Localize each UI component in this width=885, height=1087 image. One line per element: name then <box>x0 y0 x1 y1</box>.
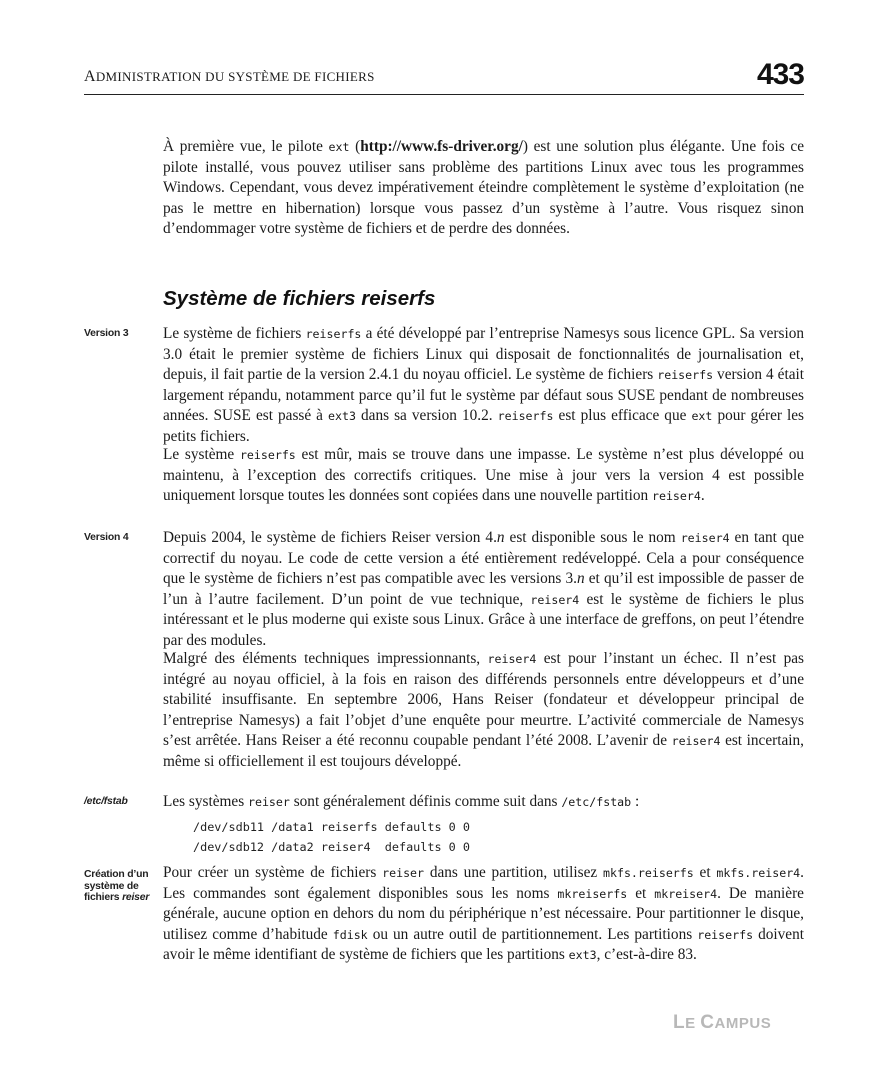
paragraph <box>163 792 804 813</box>
text-run: doivent avoir le même identifiant de système de fichiers que les partitions <box>163 925 804 964</box>
intro-paragraph <box>163 137 804 240</box>
chapter-title <box>84 68 375 86</box>
margin-note-creation-line2: système de <box>84 880 139 892</box>
text-run: et qu’il est impossible de passer de l’un à l’autre facilement. D’un point de vue technique, <box>163 570 804 608</box>
text-run: et <box>627 884 655 902</box>
text-run: est disponible sous le nom <box>504 529 681 546</box>
code-etc-fstab: /etc/fstab <box>561 795 632 809</box>
intro-paragraph-block <box>163 137 804 240</box>
chapter-title-rest: DMINISTRATION DU SYSTÈME DE FICHIERS <box>95 69 375 84</box>
italic-n: n <box>496 529 505 546</box>
paragraph-version3 <box>163 324 804 448</box>
code-reiserfs: reiserfs <box>305 327 362 341</box>
code-reiserfs: reiserfs <box>697 927 754 942</box>
text-run: est mûr, mais se trouve dans une impasse. Le système n’est plus développé ou maintenu, à l’exception des correctifs critiques. Une mise à jour vers la version 4 est possible uniquement lorsque toutes les données sont copiées dans une nouvelle partition <box>163 446 804 505</box>
code-reiser: reiser <box>247 795 290 809</box>
code-mkfs-reiser4: mkfs.reiser4 <box>716 866 801 880</box>
text-run: : <box>631 793 640 810</box>
text-run: est plus efficace que <box>553 407 692 425</box>
code-mkreiser4: mkreiser4 <box>654 886 718 901</box>
code-block-fstab <box>193 818 470 857</box>
text-run: . <box>700 487 705 505</box>
text-run: sont généralement définis comme suit dans <box>289 793 562 810</box>
code-fdisk: fdisk <box>332 927 368 942</box>
logo-letter: E <box>685 1015 701 1032</box>
logo-letter: C <box>700 1012 715 1033</box>
margin-note-creation-line1: Création d’un <box>84 869 149 880</box>
paragraph-version4 <box>163 528 804 652</box>
text-run: a été développé par l’entreprise Namesys sous licence GPL. Sa version 3.0 était le premier système de fichiers Linux qui disposait de fonctionnalités de journalisation et, depuis, il fait partie de la version 2.4.1 du noyau officiel. Le système de fichiers <box>163 325 804 384</box>
code-mkfs-reiserfs: mkfs.reiserfs <box>603 866 694 880</box>
code-reiser4: reiser4 <box>671 734 721 749</box>
text-run: pour gérer les petits fichiers. <box>163 407 805 445</box>
paragraph <box>163 649 804 773</box>
paragraph-reiserfs-status <box>163 445 804 507</box>
margin-note-fstab: /etc/fstab <box>84 796 128 807</box>
text-run: est pour l’instant un échec. Il n’est pas intégré au noyau officiel, à la fois en raison des différends personnels entre développeurs et d’une stabilité insuffisante. En septembre 2006, Hans Reiser (fondateur et développeur principal de l’entreprise Namesys) a fait l’objet d’une enquête pour meurtre. L’activité commerciale de Namesys s’est arrêtée. Hans Reiser a été reconnu coupable pendant l’été 2008. L’avenir de <box>163 650 805 750</box>
paragraph <box>163 863 804 966</box>
code-reiser: reiser <box>382 866 425 880</box>
margin-note-creation-emphasis: reiser <box>122 892 150 903</box>
section-heading-emphasis: reiserfs <box>361 287 436 310</box>
code-reiser4: reiser4 <box>651 489 701 504</box>
publisher-logo <box>673 1012 771 1034</box>
code-ext: ext <box>691 409 713 424</box>
paragraph-creation <box>163 863 804 966</box>
text-run: ) est une solution plus élégante. Une fois ce pilote installé, vous pouvez utiliser sans problème des partitions Linux avec tous les programmes Windows. Cependant, vous devez impérativement éteindre complètement le système d’exploitation (ne pas le mettre en hibernation) lorsque vous passez d’un système à l’autre. Vous risquez sinon d’endommager votre système de fichiers et de perdre des données. <box>163 138 804 238</box>
code-ext3: ext3 <box>568 948 597 963</box>
text-run: version 4 était largement répandu, notamment parce qu’il fut le système par défaut sous SUSE pendant de nombreuses années. SUSE est passé à <box>163 366 804 425</box>
paragraph-reiser4-status <box>163 649 804 773</box>
text-run: dans sa version 10.2. <box>355 407 498 425</box>
text-run: À première vue, le pilote <box>163 138 329 155</box>
margin-note-version3: Version 3 <box>84 328 129 339</box>
logo-letter: AMPUS <box>714 1015 772 1032</box>
text-run: ( <box>349 138 361 155</box>
text-run: . Les commandes sont également disponibles sous les noms <box>163 864 804 902</box>
margin-note-version4: Version 4 <box>84 532 129 543</box>
paragraph <box>163 528 804 652</box>
text-run: Le système <box>163 446 240 463</box>
paragraph-fstab <box>163 792 804 813</box>
text-run: dans une partition, utilisez <box>424 864 603 881</box>
text-run: et <box>693 864 717 881</box>
text-run: Les systèmes <box>163 793 248 810</box>
text-run: fichiers <box>84 892 123 903</box>
margin-note-creation <box>84 869 156 904</box>
text-run: . De manière générale, aucune option en dehors du nom du périphérique n’est nécessaire. Pour partitionner le disque, utilisez comme d’habitude <box>163 884 804 943</box>
code-mkreiserfs: mkreiserfs <box>557 886 628 901</box>
text-run: Malgré des éléments techniques impressionnants, <box>163 650 488 667</box>
fs-driver-url: http://www.fs-driver.org/ <box>360 138 523 155</box>
chapter-title-initial: A <box>84 68 96 85</box>
text-run: , c’est-à-dire 83. <box>596 946 697 964</box>
text-run: en tant que correctif du noyau. Le code de cette version a été entièrement redéveloppé. Cela a pour conséquence que le système de fichiers n’est pas compatible avec les versions 3. <box>163 529 804 588</box>
section-heading-main: Système de fichiers <box>163 287 362 310</box>
code-line: /dev/sdb12 /data2 reiser4 defaults 0 0 <box>193 839 470 854</box>
code-reiser4: reiser4 <box>680 531 730 545</box>
paragraph <box>163 324 804 448</box>
text-run: est incertain, même si officiellement il est toujours développé. <box>163 732 804 770</box>
code-reiser4: reiser4 <box>487 652 537 666</box>
text-run: ou un autre outil de partitionnement. Les partitions <box>367 925 698 943</box>
code-ext: ext <box>328 140 350 154</box>
code-reiser4: reiser4 <box>530 592 580 607</box>
paragraph <box>163 445 804 507</box>
italic-n: n <box>576 570 585 588</box>
page-number: 433 <box>756 58 804 91</box>
text-run: Pour créer un système de fichiers <box>163 864 383 881</box>
text-run: Le système de fichiers <box>163 325 306 342</box>
logo-letter: L <box>673 1012 686 1033</box>
code-ext3: ext3 <box>328 409 356 424</box>
code-reiserfs: reiserfs <box>497 409 554 424</box>
running-header <box>84 54 804 95</box>
margin-note-creation-line3 <box>84 892 156 904</box>
text-run: est le système de fichiers le plus intéressant et le plus moderne qui existe sous Linux. Grâce à une interface de greffons, on peut l’étendre par des modules. <box>163 590 804 649</box>
code-reiserfs: reiserfs <box>657 368 714 383</box>
code-line: /dev/sdb11 /data1 reiserfs defaults 0 0 <box>193 820 470 834</box>
text-run: Depuis 2004, le système de fichiers Reiser version 4. <box>163 529 497 546</box>
code-reiserfs: reiserfs <box>239 448 296 462</box>
section-heading <box>163 287 435 311</box>
